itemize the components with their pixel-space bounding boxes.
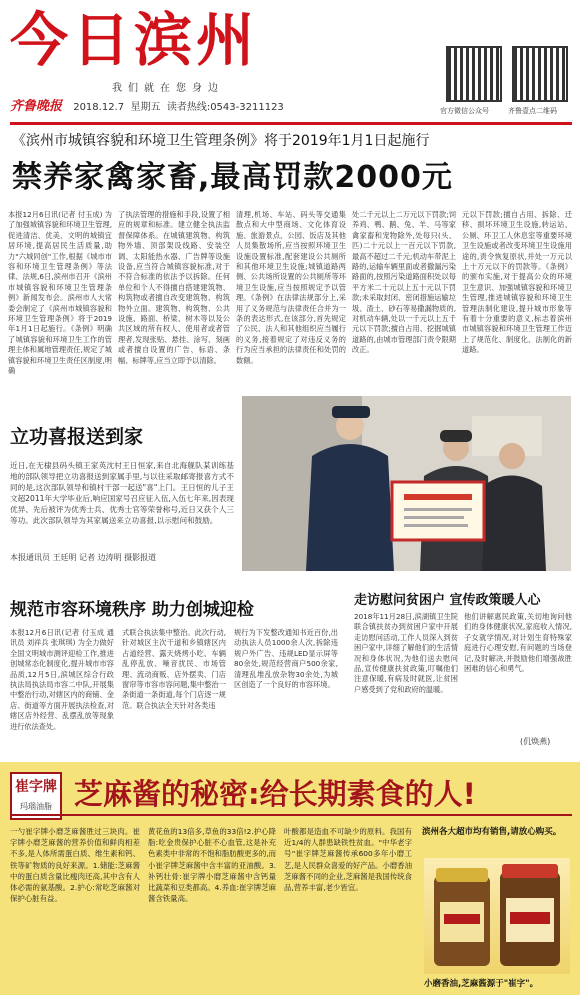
visit-column-2: 他们讲解惠民政策,关切地询问他们的身体健康状况,家庭收入情况,子女就学情况,对计划生育特殊家庭进行心理安慰,有问题的当场登记,及时解决,并鼓励他们增强战胜困难的信心和勇气。 xyxy=(464,612,572,674)
masthead-slogan: 我们就在您身边 xyxy=(112,83,224,94)
qr-code-icon xyxy=(446,46,502,102)
ad-store-note: 滨州各大超市均有销售,请放心购买。 xyxy=(422,827,562,837)
lead-column-3: 清理,机场、车站、码头等交通集散点和大中型商场、文化体育设施、旅游景点、公园、饭店及其他人员集散场所,应当按照环境卫生设施设置标准,配套建设公共厕所和其他环境卫生设施;城镇道路两侧、公共场所设置的公共厕所等环境卫生设施,应当按照规定予以管理。《条例》在法律法规部分上,采用了义务规范与法律责任合并为一条的表达形式,在该部分,首先规定了公民、法人和其他组织应当履行的义务,接着规定了对违反义务的行为应当承担的法律责任和处罚的数额。 xyxy=(236,210,346,365)
reward-photo-illustration xyxy=(242,396,571,571)
ad-logo-sub: 玛瑙油脂 xyxy=(20,802,52,811)
newspaper-title: 今日滨州 xyxy=(10,6,259,74)
sesame-jar-icon xyxy=(424,858,570,974)
brand-name: 齐鲁晚报 xyxy=(10,99,63,114)
visit-title: 走访慰问贫困户 宣传政策暖人心 xyxy=(354,593,541,608)
reward-byline: 本报通讯员 王廷明 记者 边涛明 摄影报道 xyxy=(10,553,157,562)
lead-column-5: 元以下罚款;擅自占用、拆除、迁移、损坏环境卫生设施,转运站、公厕、环卫工人休息室等重要环境卫生设施或者改变环境卫生设施用途的,责令恢复原状,并处一万元以上十万元以下的罚款等。《条例》的颁布实施,对于提高公众的环境卫生意识、加强城镇容貌和环境卫生管理,推进城镇容貌和环境卫生管理法制化建设,提升城市形象等有着十分重要的意义,标志着滨州市城镇容貌和环境卫生管理工作迈上了规范化、制度化、法制化的新道路。 xyxy=(462,210,572,355)
reward-title: 立功喜报送到家 xyxy=(10,426,144,448)
ad-column-2: 黄花鱼的13倍多,草鱼的33倍!2.护心降脂:吃金贵保护心脏不心血管,这是补充色素类中非常的不饱和脂肪酸更多的,而小崔字牌芝麻酱中含丰富的亚油酸。3.补钙壮骨:崔字牌小磨芝麻酱中含钙量比蔬菜和豆类都高。4.养血:崔字牌芝麻酱含铁量高。 xyxy=(148,827,276,904)
reader-hotline: 读者热线:0543-3211123 xyxy=(166,102,284,113)
lead-column-4: 处二千元以上二万元以下罚款;饲养鸡、鸭、鹅、兔、羊、马等家禽家畜和宠物除外,处每只(头、匹)二十元以上一百元以下罚款,最高不超过二千元;机动车带泥上路的,运输车辆里面或者撒漏污染路面的,按照污染道路面积处以每平方米二十元以上五十元以下罚款;未采取封闭、密闭措施运输垃圾、渣土、砂石等易撒漏物质的,对机动车辆,处以一千元以上五千元以下罚款;擅自占用、挖掘城镇道路的,由城市管理部门责令限期改正。 xyxy=(352,210,456,355)
ad-product-image xyxy=(424,858,570,974)
environment-column-2: 式联合执法集中整治。此次行动,针对城区主次干道和乡镇辖区内占道经营、露天烧烤小吃、车辆乱停乱放、噪音扰民、市场管理、流动商贩、店外摆卖、门店窗帘等市容市容问题,集中整治一条街道一条街道,每个门店逐一规范。联合执法全天针对各类违 xyxy=(122,628,226,710)
ad-column-1: 一勺崔字牌小磨芝麻酱胜过三块肉。崔字牌小磨芝麻酱的营养价值和鲜肉相差不多,是人体所需蛋白质、维生素和钙、铁等矿物质的良好来源。1.储能:芝麻酱中的蛋白质含量比瘦肉还高,其中含有人体必需的氨基酸。2.护心:常吃芝麻酱对保护心脏有益。 xyxy=(10,827,140,904)
lead-column-2: 了执法管理的措施和手段,设置了相应的规章和标准。建立健全执法监督保障体系。在城镇建筑物、构筑物外墙、顶部架设线路、安装空调、太阳能热水器、广告牌等设施设备,应当符合城镇容貌标准,对于不符合标准的依法予以拆除。任何单位和个人不得擅自搭建建筑物、构筑物或者擅自改变建筑物、构筑物外立面。建筑物、构筑物、公共设施、路面、桥梁、树木等以及公共区域的所有权人、使用者或者管理者,发现张贴、悬挂、涂写、刻画或者擅自设置的广告、标语、条幅、标牌等,应当立即予以清除。 xyxy=(118,210,230,365)
environment-column-3: 规行为下发整改通知书近百份,出动执法人员1000余人次,拆除违规户外广告、违规LED显示屏等80余处,规范经营商户500余家,清理乱堆乱放杂物30余处,为城区创造了一个良好的市容环境。 xyxy=(234,628,338,690)
environment-title: 规范市容环境秩序 助力创城迎检 xyxy=(10,600,254,620)
masthead-info xyxy=(10,95,284,114)
environment-column-1: 本报12月6日讯(记者 付玉成 通讯员 刘祥兵 张琪琪) 为全力做好全国文明城市测评迎检工作,推进创城常态化制度化,提升城市市容品质,12月5日,滨城区综合行政执法局执法局市容二中队,开展集中整治行动,对辖区内的商铺、金店、街道等方面开展执法检查,对辖区店外经营、乱摆乱放等现象进行依法查处。 xyxy=(10,628,114,731)
visit-column-1: 2018年11月28日,滨湖镇卫生院联合镇扶贫办到贫困户家中开展走访慰问活动,工作人员深入到贫困户家中,详细了解他们的生活情况和身体状况,为他们送去慰问品,宣传健康扶贫政策,叮嘱他们注意保暖,有病及时就医,让贫困户感受到了党和政府的温暖。 xyxy=(354,612,458,694)
ad-divider xyxy=(10,814,572,816)
issue-weekday: 星期五 xyxy=(130,102,161,113)
reward-body: 近日,在无棣县码头镇王家英沈村王日恒家,来自北海舰队某训练基地的部队领导把立功喜报送到家属手里,与以往采取邮寄报喜方式不同的是,这次部队领导和镇村干部一起送"喜"上门。王日恒的儿子王文超2011年大学毕业后,响应国家号召应征入伍,入伍七年来,因表现优异、先后被评为优秀士兵、优秀士官等荣誉称号,近日又获个人三等功。此次部队领导为其家属送来立功喜报,以示慰问和鼓励。 xyxy=(10,461,234,525)
ad-logo-text: 崔字牌 xyxy=(15,779,57,795)
lead-kicker: 《滨州市城镇容貌和环境卫生管理条例》将于2019年1月1日起施行 xyxy=(12,133,430,149)
issue-date: 2018.12.7 xyxy=(73,102,125,113)
masthead xyxy=(0,0,580,124)
ad-logo xyxy=(10,772,62,820)
reward-photo xyxy=(242,396,571,571)
lead-column-1: 本报12月6日讯(记者 付玉成) 为了加强城镇容貌和环境卫生管理,促进清洁、优美、文明的城镇宜居环境,提高居民生活质量,助力"六城同创"工作,根据《城市市容和环境卫生管理条例》等法律、法规,6日,滨州市召开《滨州市城镇容貌和环境卫生管理条例》新闻发布会。滨州市人大常委会制定了《滨州市城镇容貌和环境卫生管理条例》将于2019年1月1日起施行。《条例》明确了城镇容貌和环境卫生工作的管理主体和属地管理责任,规定了城镇容貌和环境卫生责任区制度,明确 xyxy=(8,210,112,376)
ad-caption: 小磨香油,芝麻酱源于"崔字"。 xyxy=(424,979,539,989)
ad-column-3: 叶酸都是造血不可缺少的原料。我国有近1/4的人群患缺铁性贫血。"中华老字号"崔字牌芝麻酱传承600多年小磨工艺,是人民群众喜爱的好产品。小磨香油芝麻酱不同的企业,芝麻酱是我国传统食品,营养丰富,老少皆宜。 xyxy=(284,827,412,893)
masthead-divider xyxy=(10,122,572,125)
ad-title: 芝麻酱的秘密:给长期素食的人! xyxy=(74,777,476,811)
qr2-label: 齐鲁壹点二维码 xyxy=(508,107,557,115)
lead-headline: 禁养家禽家畜,最高罚款2000元 xyxy=(12,160,453,195)
qr1-label: 官方微信公众号 xyxy=(440,107,489,115)
visit-byline: (仉焕燕) xyxy=(520,737,551,746)
qr-code-icon xyxy=(512,46,568,102)
